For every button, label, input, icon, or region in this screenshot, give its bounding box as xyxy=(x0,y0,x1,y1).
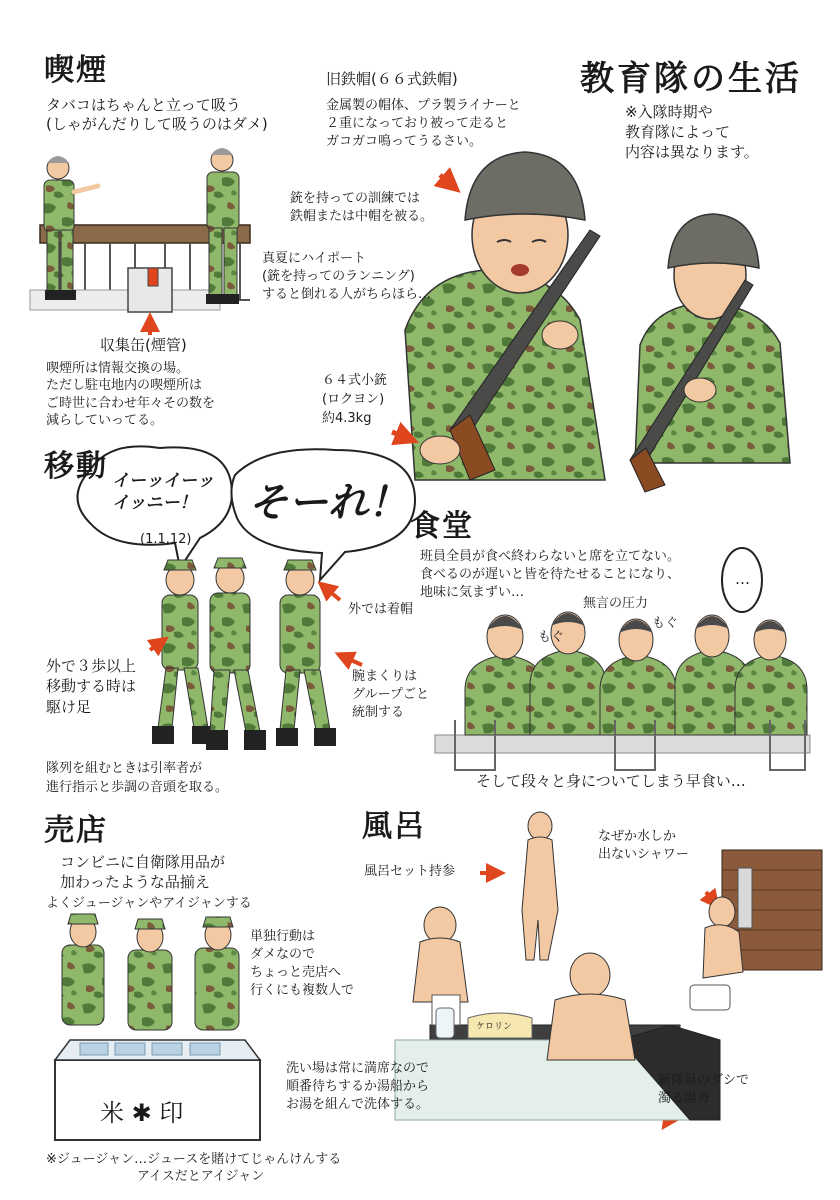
silent-dots: … xyxy=(735,570,750,588)
bath-heading: 風呂 xyxy=(362,809,426,844)
helmet-description: 金属製の帽体、プラ製ライナーと ２重になっており被って走ると ガコガコ鳴ってうるさい。 xyxy=(326,98,521,150)
rifle-training-note: 銃を持っての訓練では 鉄帽または中帽を被る。 xyxy=(290,191,434,224)
silent-pressure-label: 無言の圧力 xyxy=(583,596,649,611)
bath-set-note: 風呂セット持参 xyxy=(364,864,456,879)
store-heading: 売店 xyxy=(44,813,108,848)
janken-note: よくジュージャンやアイジャンする xyxy=(46,896,252,911)
group-action-note: 単独行動は ダメなので ちょっと売店へ 行くにも複数人で xyxy=(250,929,355,998)
cold-shower-note: なぜか水しか 出ないシャワー xyxy=(598,829,689,862)
smoking-rule: タバコはちゃんと立って吸う (しゃがんだりして吸うのはダメ) xyxy=(46,96,268,134)
run-rule-note: 外で３歩以上 移動する時は 駆け足 xyxy=(46,657,137,716)
formation-note: 隊列を組むときは引率者が 進行指示と歩調の音頭を取る。 xyxy=(46,761,229,795)
mogu-sfx-2: もぐ xyxy=(652,616,679,631)
dining-footer: そして段々と身についてしまう早食い… xyxy=(476,772,746,790)
dining-heading: 食堂 xyxy=(410,509,474,544)
dining-description: 班員全員が食べ終わらないと席を立てない。 食べるのが遅いと皆を待たせることになり、 地味に気まずい… xyxy=(420,549,681,600)
janken-footnote: ※ジュージャン…ジュースを賭けてじゃんけんする アイスだとアイジャン xyxy=(46,1152,342,1184)
helmet-soldiers xyxy=(392,152,790,492)
collection-can-label: 収集缶(煙管) xyxy=(100,336,187,354)
murky-bath-note: 新隊員のダシで 濁る湯舟 xyxy=(658,1073,750,1106)
smoking-scene xyxy=(30,148,250,335)
rifle-name-note: ６４式小銃 (ロクヨン) 約4.3kg xyxy=(322,373,388,426)
basin-label: ケロリン xyxy=(476,1022,513,1032)
smoking-heading: 喫煙 xyxy=(44,53,108,88)
smoking-description: 喫煙所は情報交換の場。 ただし駐屯地内の喫煙所は ご時世に合わせ年々その数を 減らしていってる。 xyxy=(46,361,216,428)
helmet-title: 旧鉄帽(６６式鉄帽) xyxy=(326,70,458,88)
march-call-sub: (1.1.12) xyxy=(140,532,192,547)
cap-outside-note: 外では着帽 xyxy=(348,602,414,617)
sore-call-bubble: そーれ！ xyxy=(248,480,408,526)
page-title: 教育隊の生活 xyxy=(580,59,802,99)
freezer-label: 米 ✱ 印 xyxy=(100,1099,184,1127)
washing-note: 洗い場は常に満席なので 順番待ちするか湯船から お湯を組んで洗体する。 xyxy=(286,1061,430,1112)
sleeves-note: 腕まくりは グループごと 統制する xyxy=(352,669,429,720)
store-description: コンビニに自衛隊用品が 加わったような品揃え xyxy=(60,853,226,892)
mogu-sfx-1: もぐ xyxy=(538,630,565,645)
march-call-bubble: イーッイーッ イッニー！ xyxy=(112,471,214,514)
page-note: ※入隊時期や 教育隊によって 内容は異なります。 xyxy=(625,103,759,161)
high-port-note: 真夏にハイポート (銃を持ってのランニング) すると倒れる人がちらほら… xyxy=(262,251,432,302)
moving-heading: 移動 xyxy=(44,449,108,484)
